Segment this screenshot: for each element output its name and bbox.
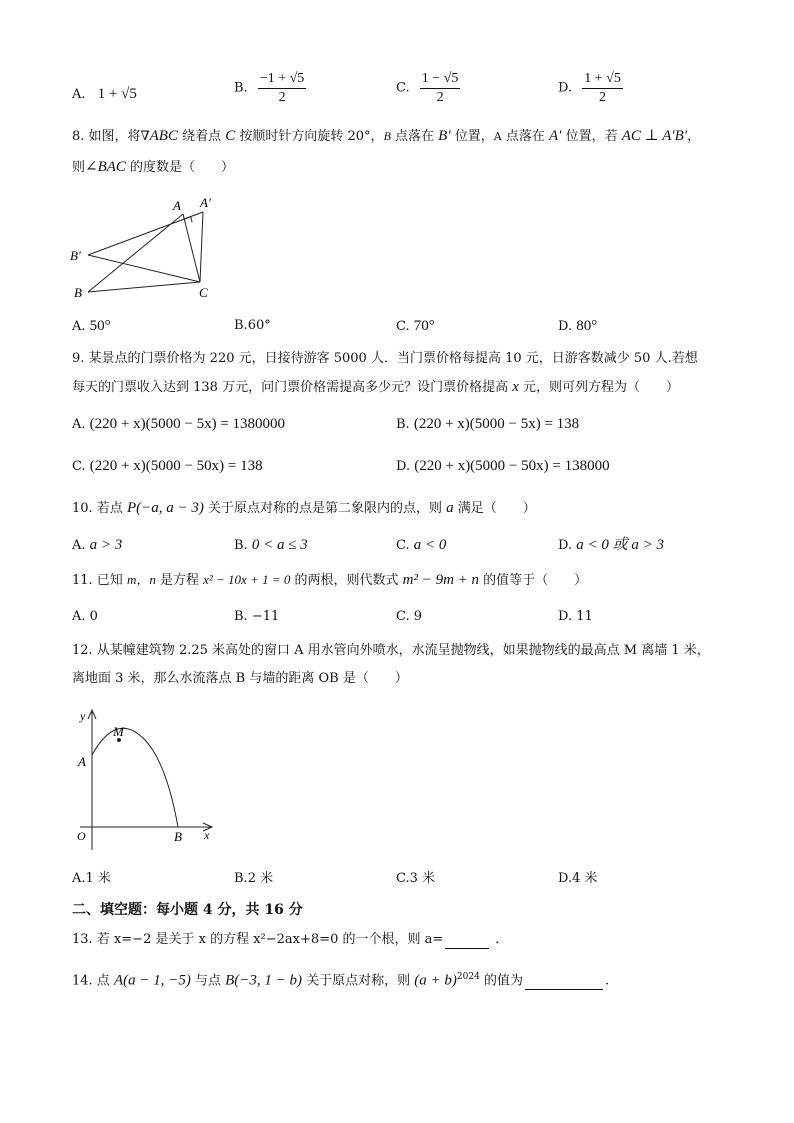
q7-option-b: B. $\frac{-1 + √5}{2}$ <box>234 71 305 105</box>
q11-option-c: C. 9 <box>396 609 423 624</box>
q8-option-b: B.60° <box>234 318 271 333</box>
q12-option-b: B.2 米 <box>234 871 274 886</box>
q7-option-c-denominator: 2 <box>436 90 444 105</box>
q7-option-d: D. $\frac{1 + √5}{2}$ <box>558 71 621 105</box>
q8-option-d: D. 80° <box>558 318 598 334</box>
q12-option-c: C.3 米 <box>396 871 436 886</box>
section-heading-fill-in: 二、填空题：每小题 4 分，共 16 分 <box>72 902 303 918</box>
q8-option-c: C. 70° <box>396 318 435 334</box>
q7-option-a: A. 1 + √5 <box>72 86 137 102</box>
q11-option-a: A. 0 <box>72 609 98 624</box>
label-a: A <box>173 198 181 213</box>
q10-option-b: B. 0 < a ≤ 3 <box>234 537 308 553</box>
q7-option-d-denominator: 2 <box>599 90 607 105</box>
q11-option-b: B. −11 <box>234 609 280 624</box>
q7-option-c: C. $\frac{1 - √5}{2}$ <box>396 71 459 105</box>
q12-parabola-figure <box>66 700 226 860</box>
q8-stem-line1: 8. 如图，将∇ABC 绕着点 C 按顺时针方向旋转 20°，B 点落在 B′ 位置，A 点落在 A′ 位置，若 AC ⊥ A′B′， <box>72 128 701 144</box>
q7-option-b-numerator: −1 + √5 <box>258 70 306 89</box>
q9-stem-line2: 每天的门票收入达到 138 万元，问门票价格需提高多少元？设门票价格提高 x 元，则可列方程为（ ） <box>72 379 680 395</box>
q10-option-a: A. a > 3 <box>72 537 123 553</box>
q8-stem-line2: 则∠BAC 的度数是（ ） <box>72 159 235 175</box>
label-b: B <box>174 829 182 844</box>
q9-option-b: B. (220 + x)(5000 − 5x) = 138 <box>396 416 580 432</box>
q12-stem-line1: 12. 从某幢建筑物 2.25 米高处的窗口 A 用水管向外喷水，水流呈抛物线，如果抛物线的最高点 M 离墙 1 米， <box>72 643 710 658</box>
label-a: A <box>78 754 86 769</box>
q12-option-a: A.1 米 <box>72 871 111 886</box>
label-b: B <box>74 285 82 300</box>
label-c: C <box>199 285 208 300</box>
q13-answer-blank[interactable] <box>445 934 489 949</box>
q11-stem: 11. 已知 m，n 是方程 x² − 10x + 1 = 0 的两根，则代数式 m² − 9m + n 的值等于（ ） <box>72 572 588 588</box>
label-m: M <box>113 724 124 739</box>
q9-stem-line1: 9. 某景点的门票价格为 220 元，日接待游客 5000 人．当门票价格每提高 10 元，日游客数减少 50 人.若想 <box>72 351 698 366</box>
q13-stem: 13. 若 x=−2 是关于 x 的方程 x²−2ax+8=0 的一个根，则 a= ． <box>72 932 509 947</box>
q7-option-d-numerator: 1 + √5 <box>582 70 623 89</box>
q10-option-d: D. a < 0 或 a > 3 <box>558 537 664 553</box>
q7-option-c-numerator: 1 − √5 <box>420 70 461 89</box>
q7-option-b-denominator: 2 <box>278 90 286 105</box>
q11-option-d: D. 11 <box>558 609 593 624</box>
q12-stem-line2: 离地面 3 米，那么水流落点 B 与墙的距离 OB 是（ ） <box>72 671 408 686</box>
segment-bc <box>88 282 200 292</box>
q8-option-a: A. 50° <box>72 318 111 334</box>
q12-option-d: D.4 米 <box>558 871 598 886</box>
label-a-prime: A′ <box>200 195 211 210</box>
parabola-curve <box>92 728 178 827</box>
q8-triangle-figure <box>66 192 226 304</box>
q9-option-c: C. (220 + x)(5000 − 50x) = 138 <box>72 458 263 474</box>
segment-a2c <box>200 212 203 282</box>
label-origin: O <box>77 829 86 843</box>
label-b-prime: B′ <box>70 248 81 263</box>
q14-answer-blank[interactable] <box>525 975 603 990</box>
q9-option-d: D. (220 + x)(5000 − 50x) = 138000 <box>396 458 610 474</box>
q9-option-a: A. (220 + x)(5000 − 5x) = 1380000 <box>72 416 286 432</box>
q14-stem: 14. 点 A(a − 1, −5) 与点 B(−3, 1 − b) 关于原点对称，则 $(a + b)^{2024}$ 的值为 . <box>72 972 610 989</box>
q10-option-c: C. a < 0 <box>396 537 447 553</box>
segment-ac <box>183 214 200 282</box>
label-x-axis: x <box>204 828 210 842</box>
right-angle-mark <box>184 217 192 223</box>
label-y-axis: y <box>80 709 86 723</box>
segment-ba <box>88 214 183 292</box>
q10-stem: 10. 若点 P(−a, a − 3) 关于原点对称的点是第二象限内的点，则 a 满足（ ） <box>72 500 536 516</box>
